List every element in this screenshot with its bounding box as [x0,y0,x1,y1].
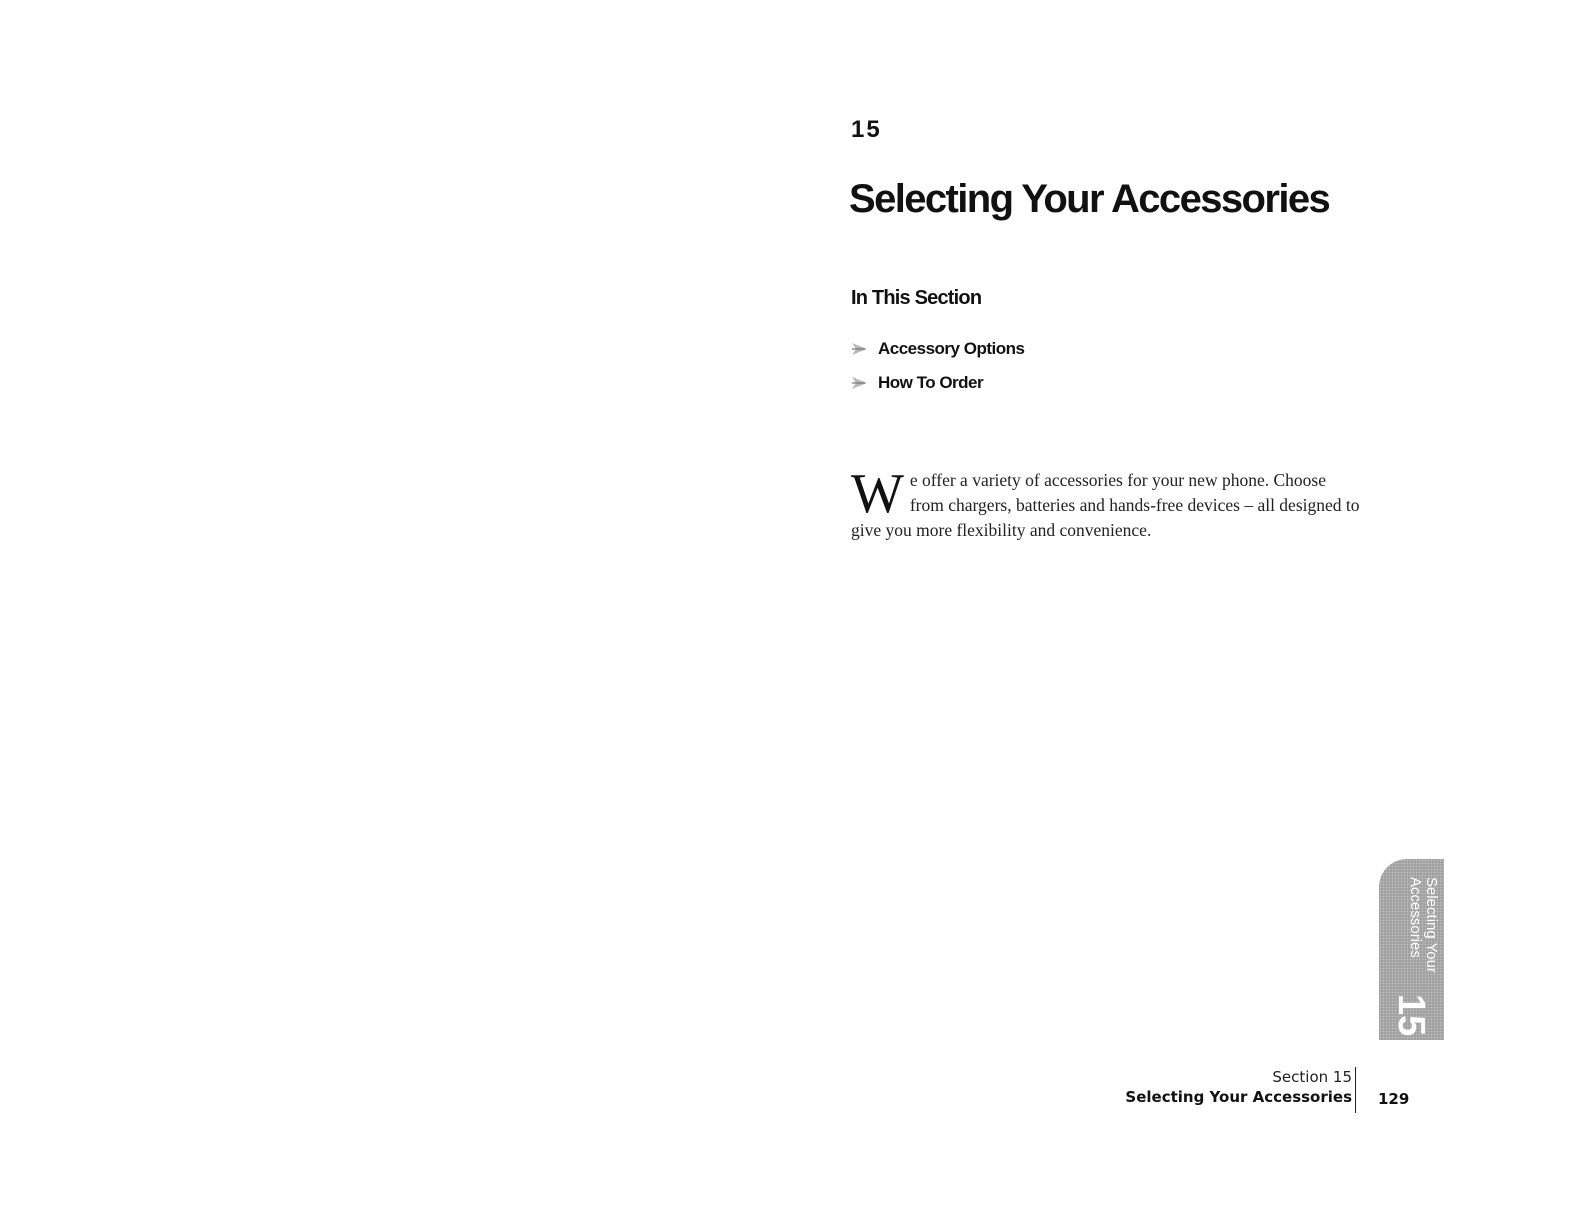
toc-item-accessory-options[interactable] [851,332,1024,366]
toc-item-label: How To Order [878,373,984,392]
side-tab-line1: Selecting Your [1423,877,1440,973]
footer-section-title: Selecting Your Accessories [1125,1088,1352,1106]
footer-divider [1355,1067,1356,1113]
side-tab-label [1383,877,1439,973]
drop-cap: W [851,463,904,525]
section-contents-list [851,332,1024,400]
side-tab-number: 15 [1390,993,1432,1036]
intro-paragraph [851,463,1361,543]
page-number: 129 [1378,1090,1410,1108]
in-section-heading: In This Section [851,287,982,309]
chapter-title: Selecting Your Accessories [849,177,1330,221]
section-side-tab[interactable] [1379,859,1444,1040]
chapter-number: 15 [851,116,882,143]
toc-item-label: Accessory Options [878,339,1025,358]
footer-section-label: Section 15 [1272,1068,1352,1086]
intro-text: e offer a variety of accessories for your new phone. Choose from chargers, batteries and hands-free devices – all designed to give you more flexibility and convenience. [851,470,1360,540]
side-tab-line2: Accessories [1407,877,1424,958]
arrow-bullet-icon [851,342,868,356]
page-footer [1125,1067,1352,1107]
arrow-bullet-icon [851,376,868,390]
toc-item-how-to-order[interactable] [851,366,1024,400]
